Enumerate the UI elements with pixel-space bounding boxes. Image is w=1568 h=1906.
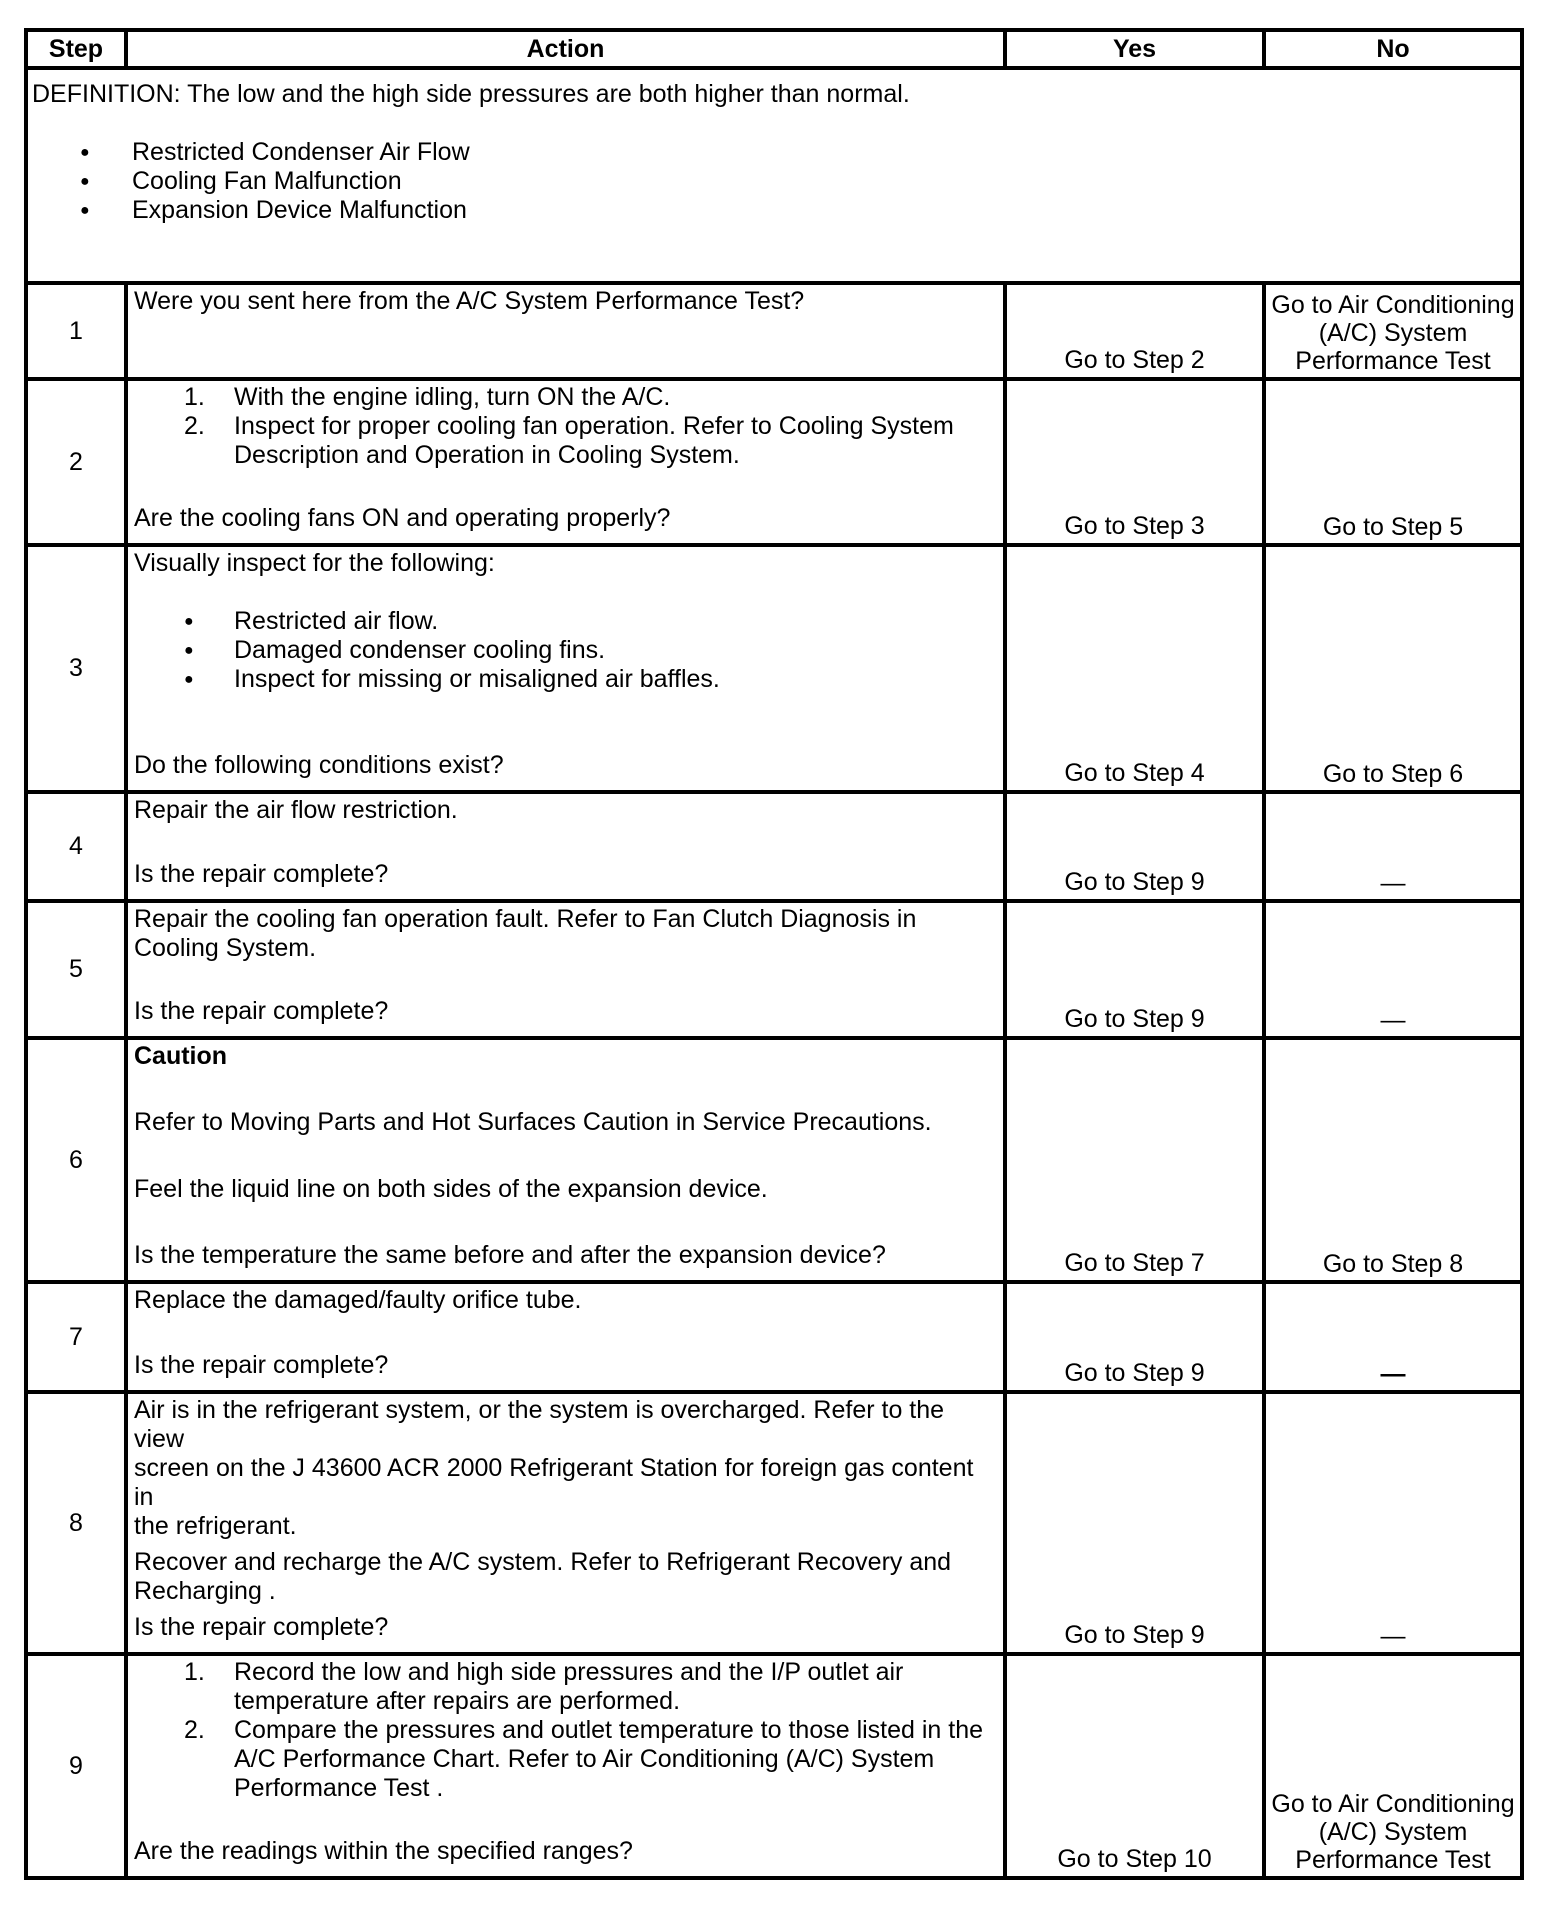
question-text: Is the temperature the same before and after the expansion device? — [134, 1240, 886, 1269]
step-number: 9 — [26, 1654, 126, 1878]
question-text: Is the repair complete? — [134, 1613, 389, 1641]
list-item: 2. Compare the pressures and outlet temperature to those listed in the A/C Performance Chart. Refer to Air Conditioning (A/C) System Performance Test . — [184, 1716, 984, 1802]
yes-cell: Go to Step 4 — [1005, 545, 1264, 792]
definition-bullet: ● Cooling Fan Malfunction — [32, 167, 1516, 196]
no-link-line: (A/C) System — [1318, 319, 1468, 347]
table-row — [26, 283, 1522, 379]
step-action — [126, 1392, 1005, 1654]
step-number: 6 — [26, 1038, 126, 1282]
header-row — [26, 30, 1522, 68]
no-link-line: Go to Air Conditioning — [1271, 1790, 1515, 1818]
yes-cell: Go to Step 9 — [1005, 901, 1264, 1038]
no-link-line: Performance Test — [1295, 1846, 1491, 1874]
table-row — [26, 901, 1522, 1038]
no-link-line: Go to Air Conditioning — [1271, 291, 1515, 319]
numbered-list — [134, 1658, 999, 1803]
table-row — [26, 792, 1522, 901]
definition-cell — [26, 68, 1522, 283]
no-cell: Go to Step 5 — [1264, 379, 1522, 545]
list-item: 1. With the engine idling, turn ON the A/C. — [184, 383, 671, 411]
header-step: Step — [26, 30, 126, 68]
step-number: 4 — [26, 792, 126, 901]
list-item: 1. Record the low and high side pressures and the I/P outlet air temperature after repairs are performed. — [184, 1658, 904, 1715]
list-item: 2. Inspect for proper cooling fan operation. Refer to Cooling System Description and Operation in Cooling System. — [184, 412, 954, 469]
step-action — [126, 283, 1005, 379]
list-item: ● Restricted air flow. — [134, 607, 999, 636]
yes-cell: Go to Step 2 — [1005, 283, 1264, 379]
action-text: Air is in the refrigerant system, or the system is overcharged. Refer to the view screen on the J 43600 ACR 2000 Refrigerant Station for foreign gas content in the refrigerant. — [134, 1396, 974, 1540]
inspection-bullets — [134, 607, 999, 694]
step-number: 1 — [26, 283, 126, 379]
step-number: 2 — [26, 379, 126, 545]
definition-bullet: ● Expansion Device Malfunction — [32, 196, 1516, 225]
question-text: Is the repair complete? — [134, 1351, 389, 1379]
header-no: No — [1264, 30, 1522, 68]
no-cell: — — [1264, 792, 1522, 901]
no-cell — [1264, 283, 1522, 379]
action-text: Replace the damaged/faulty orifice tube. — [134, 1286, 582, 1314]
yes-cell: Go to Step 9 — [1005, 1392, 1264, 1654]
table-row — [26, 1392, 1522, 1654]
step-action — [126, 545, 1005, 792]
numbered-list — [134, 383, 999, 470]
step-number: 8 — [26, 1392, 126, 1654]
question-text: Is the repair complete? — [134, 860, 389, 888]
table-row — [26, 1654, 1522, 1878]
yes-cell: Go to Step 9 — [1005, 792, 1264, 901]
no-cell: Go to Step 6 — [1264, 545, 1522, 792]
step-action — [126, 792, 1005, 901]
diagnostic-table — [24, 28, 1524, 1880]
no-cell: Go to Step 8 — [1264, 1038, 1522, 1282]
action-text: Repair the air flow restriction. — [134, 796, 458, 824]
header-action: Action — [126, 30, 1005, 68]
yes-cell: Go to Step 10 — [1005, 1654, 1264, 1878]
step-action — [126, 379, 1005, 545]
yes-cell: Go to Step 3 — [1005, 379, 1264, 545]
yes-cell: Go to Step 7 — [1005, 1038, 1264, 1282]
definition-row — [26, 68, 1522, 283]
step-number: 7 — [26, 1282, 126, 1392]
action-text: Visually inspect for the following: — [134, 549, 495, 577]
header-yes: Yes — [1005, 30, 1264, 68]
no-cell: — — [1264, 901, 1522, 1038]
action-text: Recover and recharge the A/C system. Refer to Refrigerant Recovery and Recharging . — [134, 1548, 952, 1605]
action-text: Were you sent here from the A/C System Performance Test? — [134, 287, 805, 315]
list-item: ● Inspect for missing or misaligned air baffles. — [134, 665, 999, 694]
step-action — [126, 1654, 1005, 1878]
no-cell: — — [1264, 1392, 1522, 1654]
question-text: Are the readings within the specified ranges? — [134, 1837, 633, 1865]
question-text: Do the following conditions exist? — [134, 751, 504, 779]
step-action — [126, 1282, 1005, 1392]
action-text: Repair the cooling fan operation fault. Refer to Fan Clutch Diagnosis in Cooling System. — [134, 905, 917, 962]
question-text: Are the cooling fans ON and operating properly? — [134, 504, 671, 532]
no-link-line: (A/C) System — [1318, 1818, 1468, 1846]
table-row — [26, 1038, 1522, 1282]
list-item: ● Damaged condenser cooling fins. — [134, 636, 999, 665]
step-action — [126, 1038, 1005, 1282]
definition-text: DEFINITION: The low and the high side pressures are both higher than normal. — [32, 80, 910, 108]
table-row — [26, 379, 1522, 545]
no-cell: — — [1264, 1282, 1522, 1392]
caution-text: Refer to Moving Parts and Hot Surfaces Caution in Service Precautions. — [134, 1108, 932, 1137]
no-link-line: Performance Test — [1295, 347, 1491, 375]
caution-heading: Caution — [134, 1042, 228, 1070]
table-row — [26, 1282, 1522, 1392]
question-text: Is the repair complete? — [134, 997, 389, 1025]
step-number: 3 — [26, 545, 126, 792]
no-cell — [1264, 1654, 1522, 1878]
action-text: Feel the liquid line on both sides of the expansion device. — [134, 1174, 768, 1203]
definition-bullets — [32, 138, 1516, 225]
definition-bullet: ● Restricted Condenser Air Flow — [32, 138, 1516, 167]
table-row — [26, 545, 1522, 792]
step-number: 5 — [26, 901, 126, 1038]
step-action — [126, 901, 1005, 1038]
yes-cell: Go to Step 9 — [1005, 1282, 1264, 1392]
